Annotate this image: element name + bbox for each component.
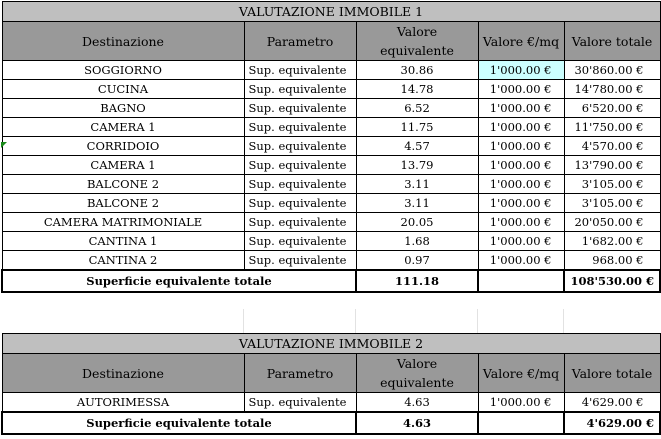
cell-valore-mq[interactable]: 1'000.00 €: [478, 194, 564, 213]
table-row: [2, 99, 660, 118]
table-row: [2, 232, 660, 251]
cell-parametro[interactable]: Sup. equivalente: [244, 251, 356, 271]
header-valore-totale[interactable]: Valore totale: [564, 22, 660, 61]
cell-parametro[interactable]: Sup. equivalente: [244, 232, 356, 251]
header-parametro[interactable]: Parametro: [244, 22, 356, 61]
cell-valore-equivalente[interactable]: 20.05: [356, 213, 478, 232]
total-label[interactable]: Superficie equivalente totale: [2, 412, 356, 434]
table-row: [2, 194, 660, 213]
cell-destinazione[interactable]: CAMERA MATRIMONIALE: [2, 213, 244, 232]
cell-destinazione[interactable]: BALCONE 2: [2, 194, 244, 213]
table-row: [2, 251, 660, 271]
cell-valore-totale[interactable]: 11'750.00 €: [564, 118, 660, 137]
total-blank-mq[interactable]: [478, 270, 564, 292]
cell-valore-equivalente[interactable]: 30.86: [356, 61, 478, 80]
cell-valore-equivalente[interactable]: 6.52: [356, 99, 478, 118]
cell-valore-equivalente[interactable]: 13.79: [356, 156, 478, 175]
cell-parametro[interactable]: Sup. equivalente: [244, 137, 356, 156]
header-row: [2, 354, 660, 393]
total-row: [2, 412, 660, 434]
table-title[interactable]: VALUTAZIONE IMMOBILE 1: [2, 2, 660, 22]
cell-valore-mq[interactable]: 1'000.00 €: [478, 80, 564, 99]
cell-destinazione[interactable]: CANTINA 2: [2, 251, 244, 271]
cell-destinazione[interactable]: CAMERA 1: [2, 118, 244, 137]
cell-valore-totale[interactable]: 3'105.00 €: [564, 175, 660, 194]
table-row: [2, 118, 660, 137]
cell-valore-equivalente[interactable]: 4.63: [356, 393, 478, 413]
total-surface[interactable]: 111.18: [356, 270, 478, 292]
total-row: [2, 270, 660, 292]
cell-valore-mq[interactable]: 1'000.00 €: [478, 251, 564, 271]
table-row: [2, 80, 660, 99]
table-row: [2, 213, 660, 232]
total-label[interactable]: Superficie equivalente totale: [2, 270, 356, 292]
cell-parametro[interactable]: Sup. equivalente: [244, 393, 356, 413]
cell-valore-totale[interactable]: 3'105.00 €: [564, 194, 660, 213]
valuation-table-2: [1, 333, 661, 435]
cell-valore-mq[interactable]: 1'000.00 €: [478, 175, 564, 194]
header-row: [2, 22, 660, 61]
empty-spacer-row: [1, 309, 659, 333]
table-row: [2, 175, 660, 194]
header-valore-mq[interactable]: Valore €/mq: [478, 22, 564, 61]
total-value[interactable]: 108'530.00 €: [564, 270, 660, 292]
header-valore-mq[interactable]: Valore €/mq: [478, 354, 564, 393]
cell-valore-mq[interactable]: 1'000.00 €: [478, 213, 564, 232]
table-title-row: [2, 334, 660, 354]
cell-valore-mq[interactable]: 1'000.00 €: [478, 61, 564, 80]
table-row: [2, 156, 660, 175]
cell-valore-equivalente[interactable]: 3.11: [356, 194, 478, 213]
cell-valore-equivalente[interactable]: 4.57: [356, 137, 478, 156]
cell-error-indicator: [1, 142, 7, 148]
cell-valore-totale[interactable]: 968.00 €: [564, 251, 660, 271]
cell-valore-equivalente[interactable]: 11.75: [356, 118, 478, 137]
cell-valore-mq[interactable]: 1'000.00 €: [478, 137, 564, 156]
cell-valore-equivalente[interactable]: 1.68: [356, 232, 478, 251]
cell-valore-mq[interactable]: 1'000.00 €: [478, 393, 564, 413]
cell-destinazione[interactable]: AUTORIMESSA: [2, 393, 244, 413]
cell-destinazione[interactable]: BALCONE 2: [2, 175, 244, 194]
header-valore-equivalente[interactable]: Valore equivalente: [356, 354, 478, 393]
table-row: [2, 137, 660, 156]
cell-destinazione[interactable]: BAGNO: [2, 99, 244, 118]
header-parametro[interactable]: Parametro: [244, 354, 356, 393]
cell-valore-equivalente[interactable]: 14.78: [356, 80, 478, 99]
cell-parametro[interactable]: Sup. equivalente: [244, 194, 356, 213]
cell-valore-equivalente[interactable]: 3.11: [356, 175, 478, 194]
header-destinazione[interactable]: Destinazione: [2, 22, 244, 61]
cell-parametro[interactable]: Sup. equivalente: [244, 213, 356, 232]
header-valore-totale[interactable]: Valore totale: [564, 354, 660, 393]
cell-parametro[interactable]: Sup. equivalente: [244, 118, 356, 137]
total-blank-mq[interactable]: [478, 412, 564, 434]
header-destinazione[interactable]: Destinazione: [2, 354, 244, 393]
total-surface[interactable]: 4.63: [356, 412, 478, 434]
table-title[interactable]: VALUTAZIONE IMMOBILE 2: [2, 334, 660, 354]
cell-valore-totale[interactable]: 1'682.00 €: [564, 232, 660, 251]
cell-valore-totale[interactable]: 14'780.00 €: [564, 80, 660, 99]
cell-valore-mq[interactable]: 1'000.00 €: [478, 118, 564, 137]
cell-valore-mq[interactable]: 1'000.00 €: [478, 156, 564, 175]
cell-parametro[interactable]: Sup. equivalente: [244, 80, 356, 99]
cell-destinazione[interactable]: CAMERA 1: [2, 156, 244, 175]
cell-parametro[interactable]: Sup. equivalente: [244, 99, 356, 118]
cell-valore-totale[interactable]: 30'860.00 €: [564, 61, 660, 80]
cell-valore-totale[interactable]: 6'520.00 €: [564, 99, 660, 118]
table-title-row: [2, 2, 660, 22]
valuation-table-1: [1, 1, 661, 293]
cell-valore-totale[interactable]: 13'790.00 €: [564, 156, 660, 175]
table-row: [2, 393, 660, 413]
cell-valore-totale[interactable]: 4'570.00 €: [564, 137, 660, 156]
cell-parametro[interactable]: Sup. equivalente: [244, 61, 356, 80]
cell-destinazione[interactable]: CUCINA: [2, 80, 244, 99]
cell-destinazione[interactable]: CANTINA 1: [2, 232, 244, 251]
cell-valore-equivalente[interactable]: 0.97: [356, 251, 478, 271]
cell-valore-totale[interactable]: 20'050.00 €: [564, 213, 660, 232]
cell-valore-totale[interactable]: 4'629.00 €: [564, 393, 660, 413]
cell-parametro[interactable]: Sup. equivalente: [244, 175, 356, 194]
cell-destinazione[interactable]: SOGGIORNO: [2, 61, 244, 80]
cell-valore-mq[interactable]: 1'000.00 €: [478, 99, 564, 118]
cell-parametro[interactable]: Sup. equivalente: [244, 156, 356, 175]
cell-valore-mq[interactable]: 1'000.00 €: [478, 232, 564, 251]
header-valore-equivalente[interactable]: Valore equivalente: [356, 22, 478, 61]
cell-destinazione[interactable]: CORRIDOIO: [2, 137, 244, 156]
table-row: [2, 61, 660, 80]
total-value[interactable]: 4'629.00 €: [564, 412, 660, 434]
